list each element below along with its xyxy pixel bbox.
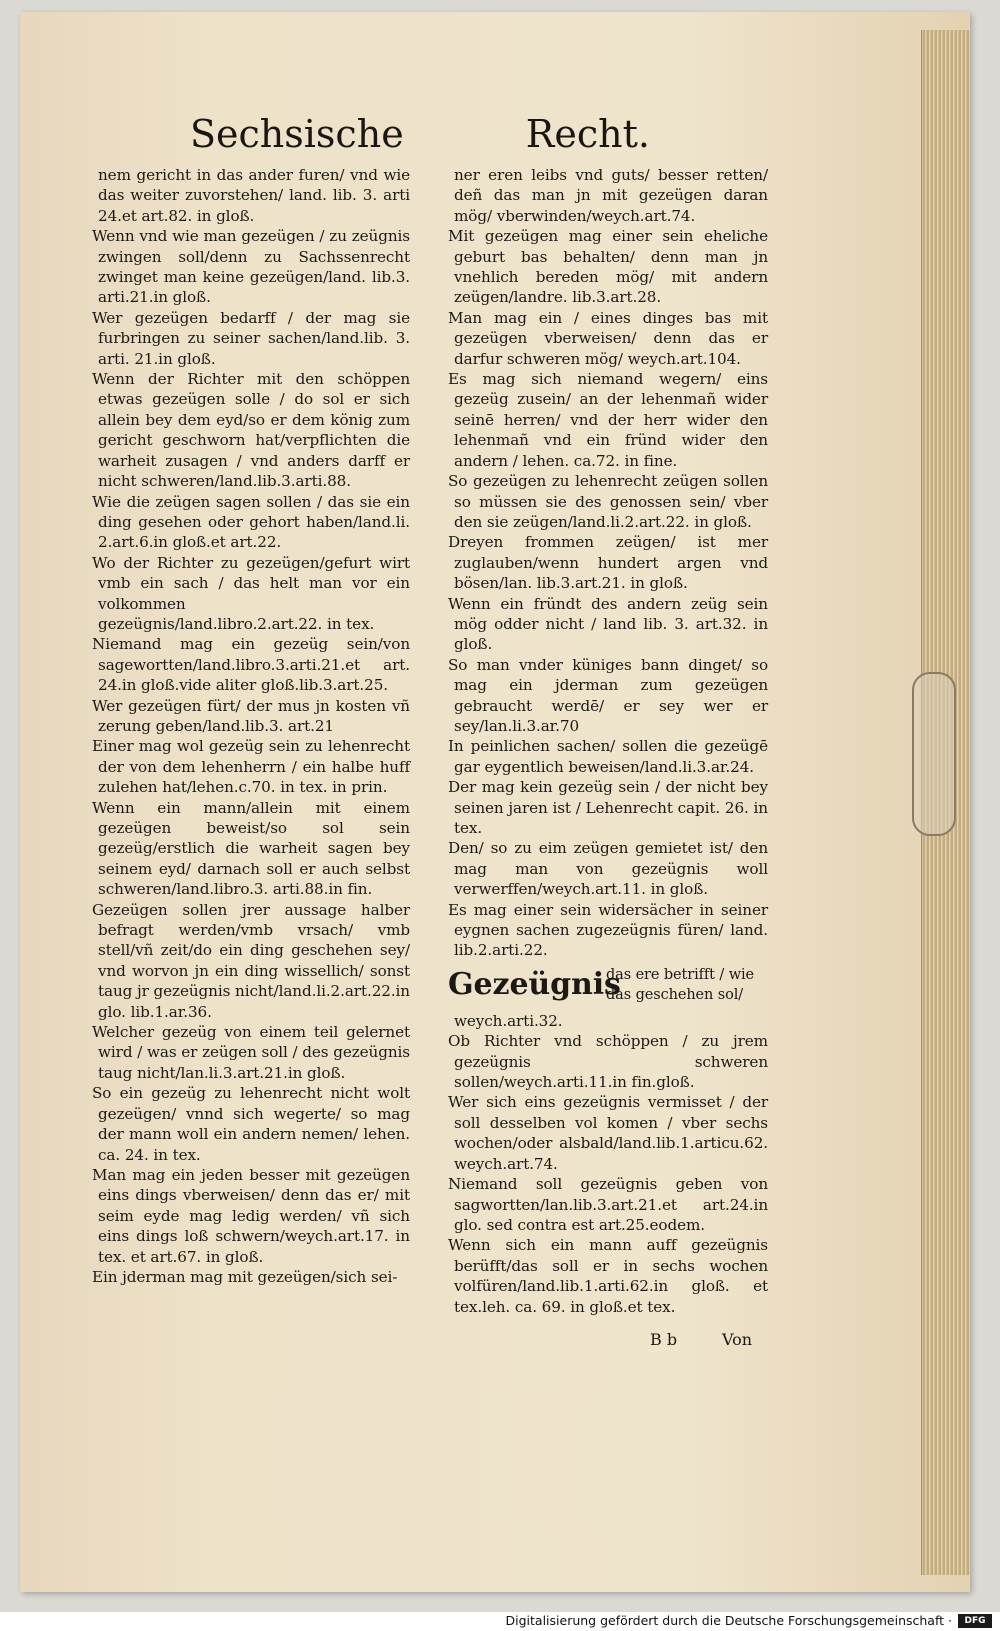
register-entry: Wo der Richter zu gezeügen/gefurt wirt vmb ein sach / das helt man vor ein volkommen gezeügnis/land.libro.2.art.22. in tex. [92,553,410,633]
section-heading-subtitle: das ere betrifft / wie das geschehen sol/ [606,966,755,1003]
register-entry: Wenn sich ein mann auff gezeügnis berüfft/das soll er in sechs wochen volfüren/land.lib.1.arti.62.in gloß. et tex.leh. ca. 69. in gloß.et tex. [448,1236,768,1316]
right-text-column [448,165,768,1317]
register-entry: Niemand soll gezeügnis geben von sagwortten/lan.lib.3.art.21.et art.24.in glo. sed contra est art.25.eodem. [448,1175,768,1234]
register-entry: Es mag einer sein widersächer in seiner eygnen sachen zugezeügnis füren/ land. lib.2.arti.22. [448,900,768,960]
register-entry: Wenn der Richter mit den schöppen etwas gezeügen solle / do sol er sich allein bey dem eyd/so er dem könig zum gericht geschworn hat/verpflichten die warheit zusagen / vnd anders darff er nicht schweren/land.lib.3.arti.88. [92,370,410,491]
right-column-entries-bottom [448,1011,768,1317]
right-column-entries-top [448,165,768,961]
register-entry: Einer mag wol gezeüg sein zu lehenrecht der von dem lehenherrn / ein halbe huff zulehen hat/lehen.c.70. in tex. in prin. [92,737,410,797]
register-entry: weych.arti.32. [454,1011,563,1030]
running-head-left: Sechsische [190,112,404,156]
catchword: Von [722,1330,753,1349]
left-text-column [92,165,410,1287]
register-entry: Ein jderman mag mit gezeügen/sich sei- [92,1267,398,1286]
register-entry: Welcher gezeüg von einem teil gelernet wird / was er zeügen soll / des gezeügnis taug nicht/lan.li.3.art.21.in gloß. [92,1023,410,1082]
signature-mark: B b [650,1330,678,1349]
register-entry: Der mag kein gezeüg sein / der nicht bey seinen jaren ist / Lehenrecht capit. 26. in tex. [448,778,768,837]
register-entry: Mit gezeügen mag einer sein eheliche geburt bas behalten/ denn man jn vnehlich bereden mög/ mit andern zeügen/landre. lib.3.art.28. [448,227,768,307]
register-entry: Gezeügen sollen jrer aussage halber befragt werden/vmb vrsach/ vmb stell/vñ zeit/do ein ding geschehen sey/ vnd worvon jn ein ding wissellich/ sonst taug jr gezeügnis nicht/land.li.2.art.22.in glo. lib.1.ar.36. [92,900,410,1021]
register-entry: Es mag sich niemand wegern/ eins gezeüg zusein/ an der lehenmañ wider seinē herren/ vnd der herr wider den lehenmañ vnd ein fründ wider den andern / lehen. ca.72. in fine. [448,370,768,470]
register-entry: Wenn ein fründt des andern zeüg sein mög odder nicht / land lib. 3. art.32. in gloß. [448,594,768,654]
register-entry: ner eren leibs vnd guts/ besser retten/ deñ das man jn mit gezeügen daran mög/ vberwinden/weych.art.74. [454,166,768,225]
register-entry: Man mag ein / eines dinges bas mit gezeügen vberweisen/ denn das er darfur schweren mög/ weych.art.104. [448,308,768,368]
running-head-right: Recht. [525,112,650,156]
register-entry: nem gericht in das ander furen/ vnd wie das weiter zuvorstehen/ land. lib. 3. arti 24.et art.82. in gloß. [98,166,410,225]
register-entry: Dreyen frommen zeügen/ ist mer zuglauben/wenn hundert argen vnd bösen/lan. lib.3.art.21. in gloß. [448,533,768,593]
section-heading-word: Gezeügnis [448,966,621,1002]
dfg-logo: DFG [958,1614,992,1628]
register-entry: Wenn vnd wie man gezeügen / zu zeügnis zwingen soll/denn zu Sachssenrecht zwinget man keine gezeügen/land. lib.3. arti.21.in gloß. [92,227,410,307]
register-entry: Wie die zeügen sagen sollen / das sie ein ding gesehen oder gehort haben/land.li. 2.art.6.in gloß.et art.22. [92,492,410,552]
register-entry: Ob Richter vnd schöppen / zu jrem gezeügnis schweren sollen/weych.arti.11.in fin.gloß. [448,1032,768,1092]
register-entry: Wer sich eins gezeügnis vermisset / der soll desselben vol komen / vber sechs wochen/oder alsbald/land.lib.1.articu.62. weych.art.74. [448,1093,768,1173]
register-entry: Den/ so zu eim zeügen gemietet ist/ den mag man von gezeügnis woll verwerffen/weych.art.11. in gloß. [448,839,768,899]
register-entry: Man mag ein jeden besser mit gezeügen eins dings vberweisen/ denn das er/ mit seim eyde mag ledig werden/ vñ sich eins dings loß schwern/weych.art.17. in tex. et art.67. in gloß. [92,1165,410,1266]
register-entry: So ein gezeüg zu lehenrecht nicht wolt gezeügen/ vnnd sich wegerte/ so mag der mann woll ein andern nemen/ lehen. ca. 24. in tex. [92,1084,410,1164]
running-head [190,112,650,164]
register-entry: Niemand mag ein gezeüg sein/von sagewortten/land.libro.3.arti.21.et art. 24.in gloß.vide aliter gloß.lib.3.art.25. [92,635,410,695]
register-entry: So gezeügen zu lehenrecht zeügen sollen so müssen sie des genossen sein/ vber den sie zeügen/land.li.2.art.22. in gloß. [448,472,768,531]
register-entry: Wer gezeügen fürt/ der mus jn kosten vñ zerung geben/land.lib.3. art.21 [92,696,410,735]
page-clip-tab [912,672,956,836]
section-heading [448,965,768,1009]
register-entry: So man vnder küniges bann dinget/ so mag ein jderman zum gezeügen gebraucht werdē/ er sey wer er sey/lan.li.3.ar.70 [448,655,768,735]
register-entry: Wer gezeügen bedarff / der mag sie furbringen zu seiner sachen/land.lib. 3. arti. 21.in gloß. [92,308,410,368]
register-entry: In peinlichen sachen/ sollen die gezeügē gar eygentlich beweisen/land.li.3.ar.24. [448,737,768,776]
register-entry: Wenn ein mann/allein mit einem gezeügen beweist/so sol sein gezeüg/erstlich die warheit sagen bey seinem eyd/ darnach soll er auch selbst schweren/land.libro.3. arti.88.in fin. [92,798,410,899]
footer-credit: Digitalisierung gefördert durch die Deutsche Forschungsgemeinschaft · [505,1613,952,1628]
